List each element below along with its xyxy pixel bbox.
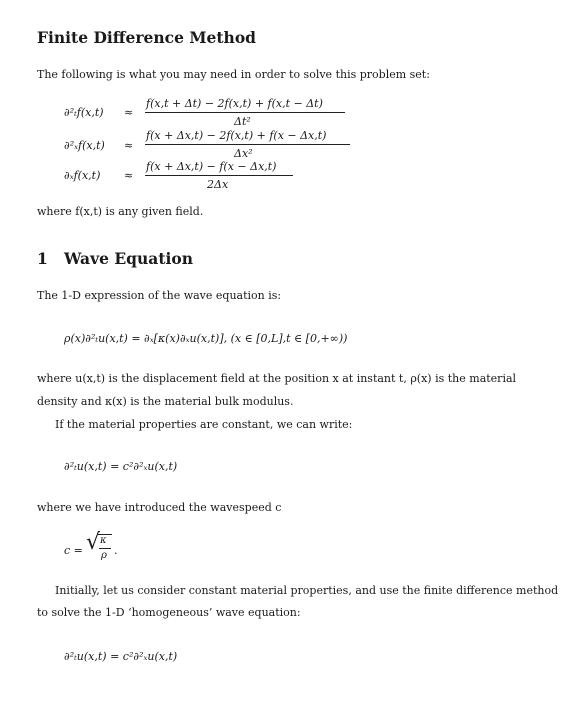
c-lhs: c = bbox=[64, 544, 83, 557]
eq-numerator: f(x + Δx,t) − f(x − Δx,t) bbox=[146, 160, 277, 173]
eq-numerator: f(x,t + Δt) − 2f(x,t) + f(x,t − Δt) bbox=[146, 97, 323, 110]
wave-equation: ρ(x)∂²ₜu(x,t) = ∂ₓ[κ(x)∂ₓu(x,t)], (x ∈ [0,L],t ∈ [0,+∞)) bbox=[64, 332, 348, 345]
initially-line-2: to solve the 1-D ‘homogeneous’ wave equation: bbox=[37, 606, 301, 619]
eq-approx: ≈ bbox=[124, 139, 134, 152]
eq-denominator: 2Δx bbox=[207, 178, 229, 191]
intro-text: The following is what you may need in order to solve this problem set: bbox=[37, 68, 430, 81]
c-numerator: κ bbox=[100, 535, 107, 546]
eq-lhs: ∂ₓf(x,t) bbox=[64, 169, 101, 182]
c-period: . bbox=[114, 544, 118, 557]
eq-approx: ≈ bbox=[124, 169, 134, 182]
section-heading bbox=[37, 249, 193, 268]
fraction-bar bbox=[145, 112, 345, 113]
homogeneous-wave-equation: ∂²ₜu(x,t) = c²∂²ₓu(x,t) bbox=[64, 650, 178, 663]
wave-intro-text: The 1-D expression of the wave equation is: bbox=[37, 289, 282, 302]
section-title: Wave Equation bbox=[64, 249, 193, 268]
fraction-bar bbox=[145, 175, 293, 176]
eq-lhs: ∂²ₓf(x,t) bbox=[64, 139, 105, 152]
initially-line-1: Initially, let us consider constant material properties, and use the finite difference method bbox=[55, 584, 559, 597]
wavespeed-intro-text: where we have introduced the wavespeed c bbox=[37, 501, 282, 514]
fraction-bar bbox=[99, 548, 111, 549]
eq-denominator: Δt² bbox=[234, 115, 251, 128]
eq-approx: ≈ bbox=[124, 106, 134, 119]
eq-numerator: f(x + Δx,t) − 2f(x,t) + f(x − Δx,t) bbox=[146, 129, 327, 142]
section-number: 1 bbox=[37, 249, 48, 268]
constant-properties-text: If the material properties are constant, we can write: bbox=[55, 418, 353, 431]
where-u-line-2: density and κ(x) is the material bulk modulus. bbox=[37, 395, 294, 408]
c-denominator: ρ bbox=[101, 550, 107, 561]
where-u-line-1: where u(x,t) is the displacement field at the position x at instant t, ρ(x) is the material bbox=[37, 372, 517, 385]
page-title: Finite Difference Method bbox=[37, 28, 256, 47]
fraction-bar bbox=[145, 144, 350, 145]
where-field-text: where f(x,t) is any given field. bbox=[37, 205, 204, 218]
eq-lhs: ∂²ₜf(x,t) bbox=[64, 106, 104, 119]
sqrt-symbol: √ bbox=[86, 530, 101, 555]
constant-wave-equation: ∂²ₜu(x,t) = c²∂²ₓu(x,t) bbox=[64, 460, 178, 473]
eq-denominator: Δx² bbox=[234, 147, 253, 160]
